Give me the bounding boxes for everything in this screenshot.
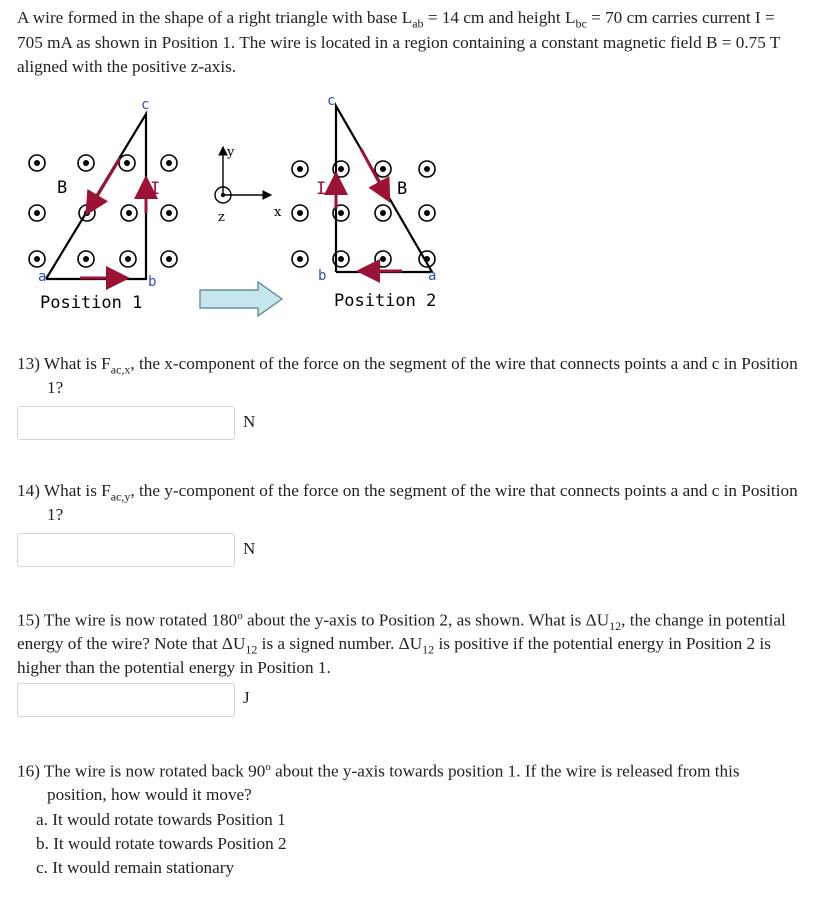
position-2-label: Position 2	[334, 291, 437, 311]
position-1-label: Position 1	[40, 293, 143, 313]
label-b-1: b	[148, 274, 157, 290]
transition-arrow-icon	[200, 282, 282, 316]
answer-input-15[interactable]	[17, 683, 235, 717]
label-B-1: B	[57, 178, 68, 198]
answer-input-14[interactable]	[17, 533, 235, 567]
unit-label-13: N	[243, 412, 256, 431]
option-a[interactable]: a. It would rotate towards Position 1	[36, 810, 286, 829]
answer-input-13[interactable]	[17, 406, 235, 440]
triangle-wire-figure	[20, 92, 450, 320]
label-b-2: b	[318, 268, 327, 284]
question-14: 14) What is $F_{ac,y}$, the y-component of the force on the segment of the wire that connects points a and c in Position 1?	[17, 481, 798, 524]
label-I-1: I	[150, 179, 161, 199]
b-field-dots-right	[292, 161, 435, 267]
label-B-2: B	[397, 179, 408, 199]
question-16: 16) The wire is now rotated back 90$^o$ about the y-axis towards position 1. If the wire is released from this position, how would it move?	[17, 761, 740, 805]
axis-y-label: y	[227, 145, 235, 160]
unit-label-15: J	[243, 688, 250, 707]
answer-options-16	[36, 808, 287, 880]
label-I-2: I	[316, 179, 327, 199]
axis-z-label: z	[218, 210, 225, 225]
unit-label-14: N	[243, 539, 256, 558]
label-a-1: a	[38, 269, 47, 285]
option-b[interactable]: b. It would rotate towards Position 2	[36, 834, 287, 853]
problem-intro: A wire formed in the shape of a right triangle with base $L_{ab} = 14$ cm and height $L_{bc} = 70$ cm carries current I = 705 mA as shown in Position 1. The wire is located in a region containing a constant magnetic field B = 0.75 T aligned with the positive z-axis.	[17, 8, 780, 76]
axes-icon	[215, 150, 268, 203]
b-field-dots-left	[29, 155, 177, 267]
label-c-1: c	[141, 97, 150, 113]
question-13: 13) What is $F_{ac,x}$, the x-component of the force on the segment of the wire that connects points a and c in Position 1?	[17, 354, 798, 397]
label-c-2: c	[327, 93, 336, 109]
option-c[interactable]: c. It would remain stationary	[36, 858, 235, 877]
axis-x-label: x	[274, 205, 282, 220]
question-15: 15) The wire is now rotated 180$^o$ about the y-axis to Position 2, as shown. What is $\Delta U_{12}$, the change in potential energy of the wire? Note that $\Delta U_{12}$ is a signed number. $\Delta U_{12}$ is positive if the potential energy in Position 2 is higher than the potential energy in Position 1.	[17, 610, 786, 677]
label-a-2: a	[428, 268, 437, 284]
wire-position-2	[336, 106, 432, 272]
